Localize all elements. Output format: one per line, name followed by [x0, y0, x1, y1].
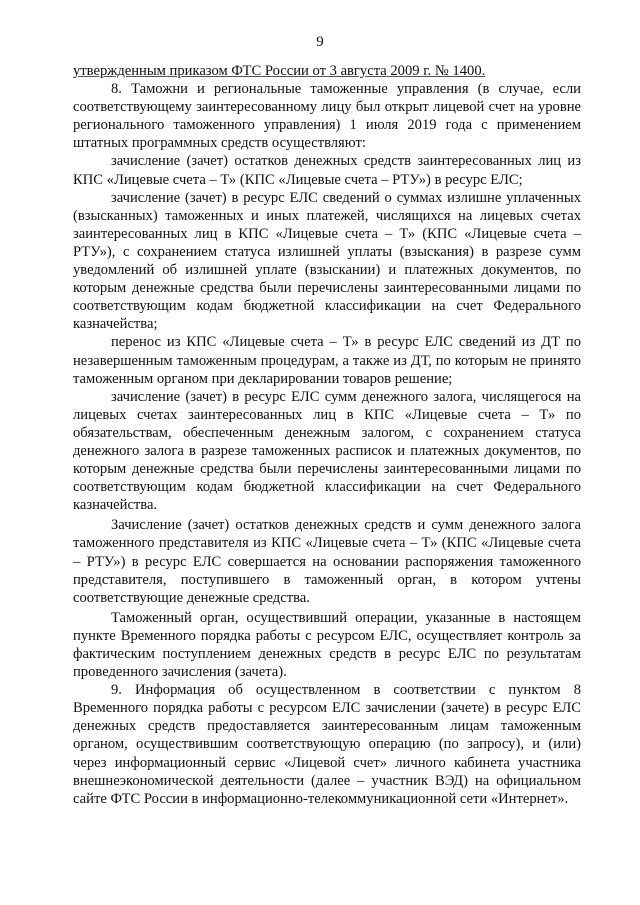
paragraph-continuation: утвержденным приказом ФТС России от 3 августа 2009 г. № 1400. — [73, 63, 486, 79]
paragraph-subitem-2: зачисление (зачет) в ресурс ЕЛС сведений о суммах излишне уплаченных (взысканных) таможенных и иных платежей, числящихся на лицевых счетах заинтересованных лиц в КПС «Лицевые счета – Т» (КПС «Лицевые счета – РТУ»), с сохранением статуса излишней уплаты (взыскания) в разрезе сумм уведомлений об излишней уплате (взыскании) и платежных документов, по которым денежные средства были перечислены заинтересованными лицами по соответствующим кодам бюджетной классификации на счет Федерального казначейства; — [73, 189, 581, 333]
document-body — [73, 62, 581, 808]
paragraph-item-9: 9. Информация об осуществленном в соответствии с пунктом 8 Временного порядка работы с ресурсом ЕЛС зачислении (зачете) в ресурс ЕЛС денежных средств предоставляется заинтересованным лицам таможенным органом, осуществившим соответствующую операцию (по запросу), и (или) через информационный сервис «Лицевой счет» личного кабинета участника внешнеэкономической деятельности (далее – участник ВЭД) на официальном сайте ФТС России в информационно-телекоммуникационной сети «Интернет». — [73, 682, 581, 807]
paragraph-subitem-3: перенос из КПС «Лицевые счета – Т» в ресурс ЕЛС сведений из ДТ по незавершенным таможенным процедурам, а также из ДТ, по которым не принято таможенным органом при декларировании товаров решение; — [73, 334, 581, 387]
page-number: 9 — [316, 34, 324, 50]
paragraph-item-8: 8. Таможни и региональные таможенные управления (в случае, если соответствующему заинтересованному лицу был открыт лицевой счет на уровне регионального таможенного управления) 1 июля 2019 года с применением штатных программных средств осуществляют: — [73, 81, 581, 152]
paragraph-control: Таможенный орган, осуществивший операции, указанные в настоящем пункте Временного порядка работы с ресурсом ЕЛС, осуществляет контроль за фактическим поступлением денежных средств в ресурс ЕЛС по результатам проведенного зачисления (зачета). — [73, 609, 581, 681]
paragraph-representative: Зачисление (зачет) остатков денежных средств и сумм денежного залога таможенного представителя из КПС «Лицевые счета – Т» (КПС «Лицевые счета – РТУ») в ресурс ЕЛС совершается на основании распоряжения таможенного представителя, поступившего в таможенный орган, в котором учтены соответствующие денежные средства. — [73, 517, 581, 606]
paragraph-subitem-4: зачисление (зачет) в ресурс ЕЛС сумм денежного залога, числящегося на лицевых счетах заинтересованных лиц в КПС «Лицевые счета – Т» по обязательствам, обеспеченным денежным залогом, с сохранением статуса денежного залога в разрезе таможенных расписок и платежных документов, по которым денежные средства были перечислены заинтересованными лицами по соответствующим кодам бюджетной классификации на счет Федерального казначейства. — [73, 388, 581, 514]
paragraph-subitem-1: зачисление (зачет) остатков денежных средств заинтересованных лиц из КПС «Лицевые счета – Т» (КПС «Лицевые счета – РТУ») в ресурс ЕЛС; — [73, 153, 581, 188]
